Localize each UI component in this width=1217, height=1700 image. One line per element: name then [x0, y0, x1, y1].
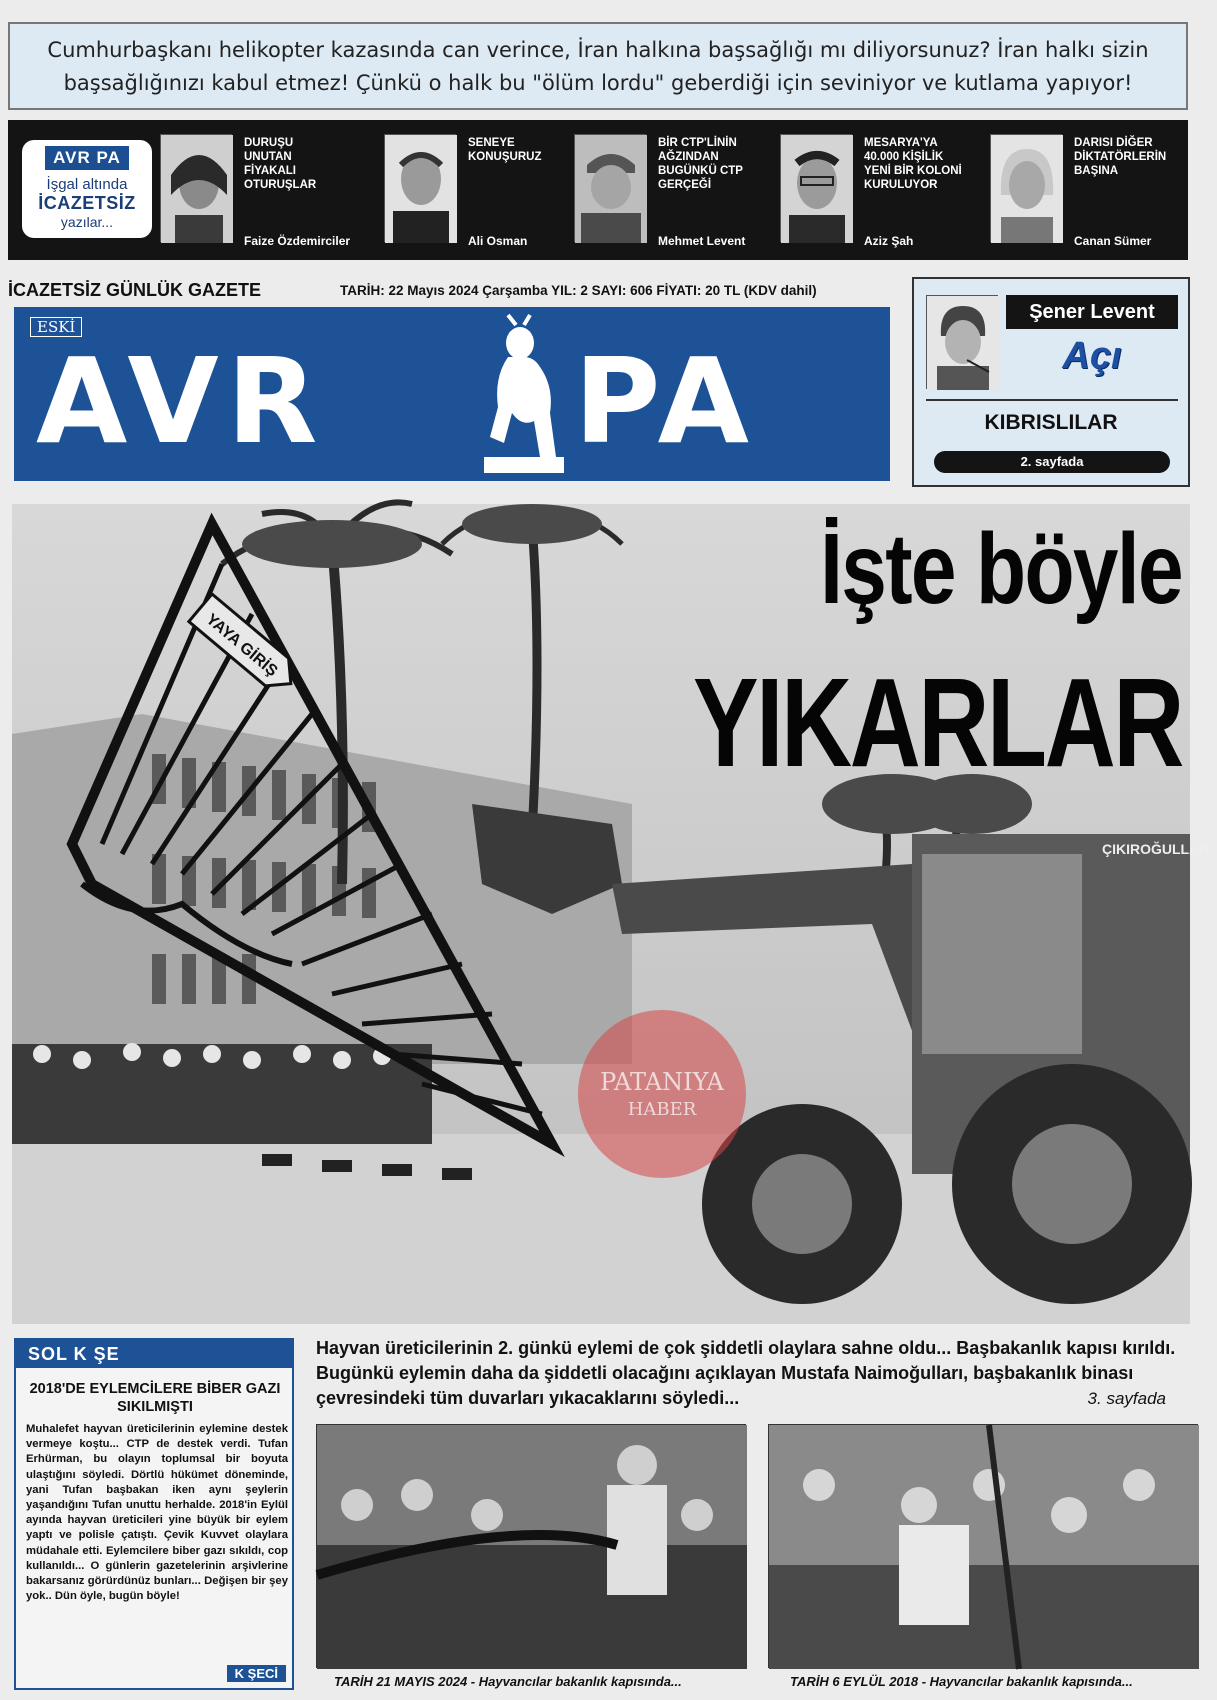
author-photo — [780, 134, 852, 242]
divider — [926, 399, 1178, 401]
watermark-stamp — [578, 1010, 746, 1178]
authors-strip — [8, 120, 1188, 260]
headline-line-1: İşte böyle — [820, 513, 1182, 625]
brand-line-3: yazılar... — [60, 214, 114, 230]
brand-line-1: İşgal altında — [46, 176, 128, 193]
truck-text: ÇIKIROĞULLARI — [1102, 841, 1214, 857]
tagline: İCAZETSİZ GÜNLÜK GAZETE — [8, 280, 261, 300]
logo-text-right: PA — [574, 332, 757, 470]
author-teaser: MESARYA'YA 40.000 KİŞİLİK YENİ BİR KOLONİ KURULUYOR — [864, 137, 962, 191]
column-section: Açı — [1062, 335, 1122, 377]
top-banner — [8, 22, 1188, 110]
author-name: Aziz Şah — [864, 234, 914, 248]
caption-2024: TARİH 21 MAYIS 2024 - Hayvancılar bakanlık kapısında... — [334, 1674, 682, 1689]
left-column-signature: K ŞECİ — [227, 1665, 286, 1682]
thinker-figure-icon — [464, 317, 574, 477]
columnist-photo — [926, 295, 998, 389]
lead-paragraph — [316, 1336, 1196, 1411]
author-name: Mehmet Levent — [658, 234, 746, 248]
masthead-info — [8, 280, 898, 304]
top-banner-text: Cumhurbaşkanı helikopter kazasında can verince, İran halkına başsağlığı mı diliyorsunuz? İran halkı sizin başsağlığınızı kabul etmez! Çünkü o halk bu "ölüm lordu" geberdiği için seviniyor ve kutlama yapıyor! — [47, 38, 1149, 95]
author-photo — [574, 134, 646, 242]
author-photo — [990, 134, 1062, 242]
left-column-subhead: 2018'DE EYLEMCİLERE BİBER GAZI SIKILMIŞTI — [29, 1381, 281, 1415]
left-column-header: SOL K ŞE — [16, 1340, 292, 1368]
masthead-logo[interactable] — [14, 307, 890, 481]
author-teaser: BİR CTP'LİNİN AĞZINDAN BUGÜNKÜ CTP GERÇEĞİ — [658, 137, 743, 191]
photo-2024-illustration — [317, 1425, 747, 1669]
photo-2018-illustration — [769, 1425, 1199, 1669]
logo-text-left: AVR — [36, 332, 326, 470]
column-title: KIBRISLILAR — [984, 411, 1118, 434]
columnist-name: Şener Levent — [1006, 295, 1178, 329]
left-column-body: Muhalefet hayvan üreticilerinin eylemine destek vermeye koştu... CTP de destek verdi. Tufan Erhürman, bu olayın toplumsal bir boyuta ulaştığını söyledi. Dörtlü hükümet döneminde, yani Tufan başbakan iken aynı şeylerin yaşandığını Tufan unuttu herhalde. 2018'in Eylül ayında hayvan üreticileri yine büyük bir eylem yaptı ve polisle çatıştı. Çevik Kuvvet olaylara müdahale etti. Eylemcilere biber gazı sıkıldı, cop kullanıldı... O günlerin gazetelerinin arşivlerine bakarsanız görürdünüz bunları... Değişen bir şey yok.. Dün öyle, bugün böyle! — [26, 1423, 288, 1603]
lead-page-ref: 3. sayfada — [1087, 1389, 1166, 1408]
author-name: Faize Özdemirciler — [244, 234, 351, 248]
author-name: Canan Sümer — [1074, 234, 1152, 248]
column-page-ref: 2. sayfada — [934, 451, 1170, 473]
author-teaser: DURUŞU UNUTAN FİYAKALI OTURUŞLAR — [244, 137, 317, 191]
brand-box — [22, 140, 152, 238]
column-box[interactable] — [912, 277, 1190, 487]
photo-2024 — [316, 1424, 746, 1668]
lead-text: Hayvan üreticilerinin 2. günkü eylemi de çok şiddetli olaylara sahne oldu... Başbakanlık kapısı kırıldı. Bugünkü eylemin daha da şiddetli olacağını açıklayan Mustafa Naimoğulları, başbakanlık binası çevresindeki tüm duvarları yıkacaklarını söyledi... — [316, 1338, 1176, 1408]
gate-sign-text: YAYA GİRİŞ — [202, 610, 281, 681]
caption-2018: TARİH 6 EYLÜL 2018 - Hayvancılar bakanlık kapısında... — [790, 1674, 1133, 1689]
eski-label: ESKİ — [30, 317, 82, 337]
issue-line: TARİH: 22 Mayıs 2024 Çarşamba YIL: 2 SAYI: 606 FİYATI: 20 TL (KDV dahil) — [340, 283, 817, 298]
brand-line-2: İCAZETSİZ — [38, 193, 136, 213]
left-column — [14, 1338, 294, 1690]
author-teaser: SENEYE KONUŞURUZ — [468, 137, 542, 163]
mini-logo: AVR PA — [45, 146, 129, 170]
author-teaser: DARISI DİĞER DİKTATÖRLERİN BAŞINA — [1074, 137, 1167, 177]
headline-line-2: YIKARLAR — [692, 652, 1182, 793]
watermark-line-1: PATANIYA — [600, 1068, 724, 1096]
author-photo — [384, 134, 456, 242]
author-photo — [160, 134, 232, 242]
watermark-line-2: HABER — [627, 1099, 697, 1120]
author-name: Ali Osman — [468, 234, 528, 248]
photo-2018 — [768, 1424, 1198, 1668]
